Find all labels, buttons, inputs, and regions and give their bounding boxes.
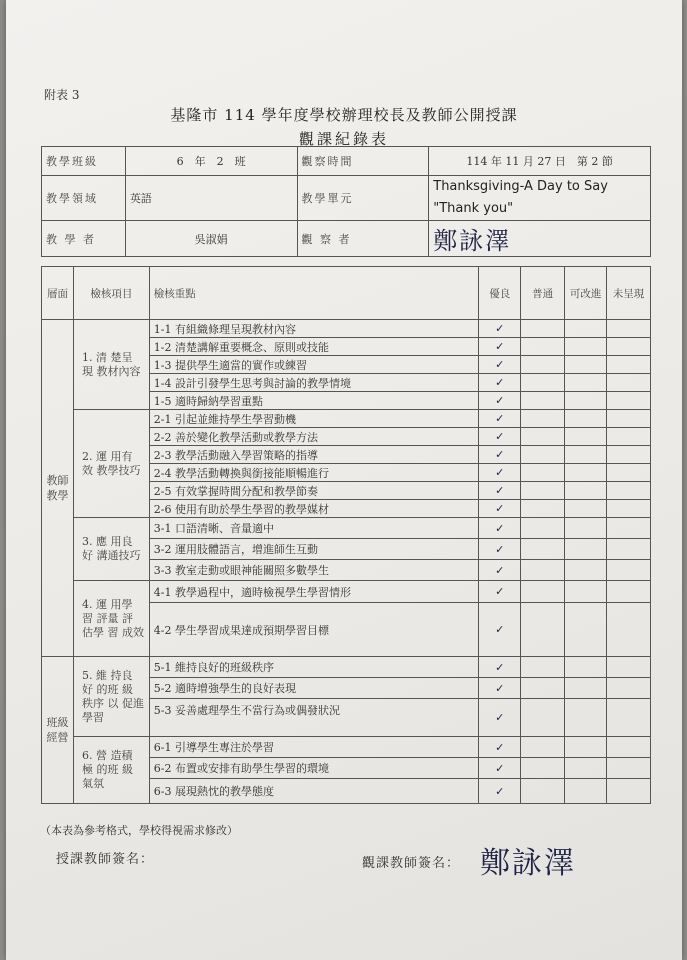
item-2-6: 2-6 使用有助於學生學習的教學媒材: [149, 500, 479, 518]
unit-value-line2: "Thank you": [433, 201, 514, 216]
item-6-1: 6-1 引導學生專注於學習: [149, 737, 479, 758]
check-mark: ✓: [479, 699, 521, 737]
check-mark: ✓: [479, 758, 521, 779]
item-1-5: 1-5 適時歸納學習重點: [149, 392, 479, 410]
header-excellent: 優良: [479, 267, 521, 320]
category-6: 6. 營 造積 極 的班 級 氣氛: [73, 737, 149, 804]
item-1-1: 1-1 有組織條理呈現教材內容: [149, 320, 479, 338]
observer-handwritten-signature: 鄭詠澤: [480, 846, 576, 881]
checklist-table: [41, 266, 651, 804]
category-4: 4. 運 用學 習 評量 評 估學 習 成效: [73, 581, 149, 657]
header-improve: 可改進: [565, 267, 607, 320]
field-label: 教學領域: [42, 176, 126, 221]
time-label: 觀察時間: [297, 147, 429, 176]
check-mark: ✓: [479, 320, 521, 338]
teacher-label: 教 學 者: [42, 221, 126, 257]
annex-label: 附表 3: [44, 88, 80, 102]
item-3-1: 3-1 口語清晰、音量適中: [149, 518, 479, 539]
check-mark: ✓: [479, 560, 521, 581]
observer-value-signature: 鄭詠澤: [429, 221, 651, 257]
check-mark: ✓: [479, 428, 521, 446]
form-title: 基隆市 114 學年度學校辦理校長及教師公開授課: [170, 106, 518, 124]
teacher-signature-label: 授課教師簽名：: [56, 852, 155, 867]
category-3: 3. 應 用良 好 溝通技巧: [73, 518, 149, 581]
check-mark: ✓: [479, 464, 521, 482]
check-mark: ✓: [479, 581, 521, 603]
unit-value-line1: Thanksgiving-A Day to Say: [433, 179, 608, 194]
item-1-3: 1-3 提供學生適當的實作或練習: [149, 356, 479, 374]
field-value: 英語: [125, 176, 297, 221]
item-1-2: 1-2 清楚講解重要概念、原則或技能: [149, 338, 479, 356]
category-2: 2. 運 用有 效 教學技巧: [73, 410, 149, 518]
observer-signature-label: 觀課教師簽名：: [362, 856, 461, 871]
item-2-1: 2-1 引起並維持學生學習動機: [149, 410, 479, 428]
check-mark: ✓: [479, 482, 521, 500]
header-level: 層面: [42, 267, 74, 320]
check-mark: ✓: [479, 518, 521, 539]
class-value: 6 年 2 班: [125, 147, 297, 176]
item-3-2: 3-2 運用肢體語言，增進師生互動: [149, 539, 479, 560]
unit-label: 教學單元: [297, 176, 429, 221]
form-note: （本表為參考格式，學校得視需求修改）: [40, 824, 238, 837]
item-2-5: 2-5 有效掌握時間分配和教學節奏: [149, 482, 479, 500]
item-2-4: 2-4 教學活動轉換與銜接能順暢進行: [149, 464, 479, 482]
observer-label: 觀 察 者: [297, 221, 429, 257]
check-mark: ✓: [479, 603, 521, 657]
category-1: 1. 清 楚呈 現 教材內容: [73, 320, 149, 410]
item-6-2: 6-2 布置或安排有助學生學習的環境: [149, 758, 479, 779]
header-focus: 檢核重點: [149, 267, 479, 320]
category-5: 5. 維 持良 好 的班 級 秩序 以 促進學習: [73, 657, 149, 737]
item-4-2: 4-2 學生學習成果達成預期學習目標: [149, 603, 479, 657]
info-table: [41, 146, 651, 257]
header-indicator: 檢核項目: [73, 267, 149, 320]
check-mark: ✓: [479, 392, 521, 410]
check-mark: ✓: [479, 737, 521, 758]
item-6-3: 6-3 展現熱忱的教學態度: [149, 779, 479, 804]
form-subtitle: 觀課紀錄表: [298, 130, 389, 148]
check-mark: ✓: [479, 410, 521, 428]
check-mark: ✓: [479, 338, 521, 356]
item-5-2: 5-2 適時增強學生的良好表現: [149, 678, 479, 699]
teacher-value: 吳淑娟: [125, 221, 297, 257]
unit-value: [429, 176, 651, 221]
dimension-classroom-management: 班級經營: [42, 657, 74, 804]
check-mark: ✓: [479, 779, 521, 804]
check-mark: ✓: [479, 500, 521, 518]
item-5-3: 5-3 妥善處理學生不當行為或偶發狀況: [149, 699, 479, 737]
time-value: 114 年 11 月 27 日 第 2 節: [429, 147, 651, 176]
item-2-2: 2-2 善於變化教學活動或教學方法: [149, 428, 479, 446]
check-mark: ✓: [479, 678, 521, 699]
header-not-shown: 未呈現: [607, 267, 651, 320]
item-1-4: 1-4 設計引發學生思考與討論的教學情境: [149, 374, 479, 392]
observation-form-sheet: [6, 0, 682, 960]
item-2-3: 2-3 教學活動融入學習策略的指導: [149, 446, 479, 464]
dimension-teaching: 教師教學: [42, 320, 74, 657]
item-4-1: 4-1 教學過程中，適時檢視學生學習情形: [149, 581, 479, 603]
check-mark: ✓: [479, 446, 521, 464]
item-5-1: 5-1 維持良好的班級秩序: [149, 657, 479, 678]
item-3-3: 3-3 教室走動或眼神能關照多數學生: [149, 560, 479, 581]
check-mark: ✓: [479, 657, 521, 678]
check-mark: ✓: [479, 356, 521, 374]
class-label: 教學班級: [42, 147, 126, 176]
check-mark: ✓: [479, 539, 521, 560]
check-mark: ✓: [479, 374, 521, 392]
header-average: 普通: [521, 267, 565, 320]
